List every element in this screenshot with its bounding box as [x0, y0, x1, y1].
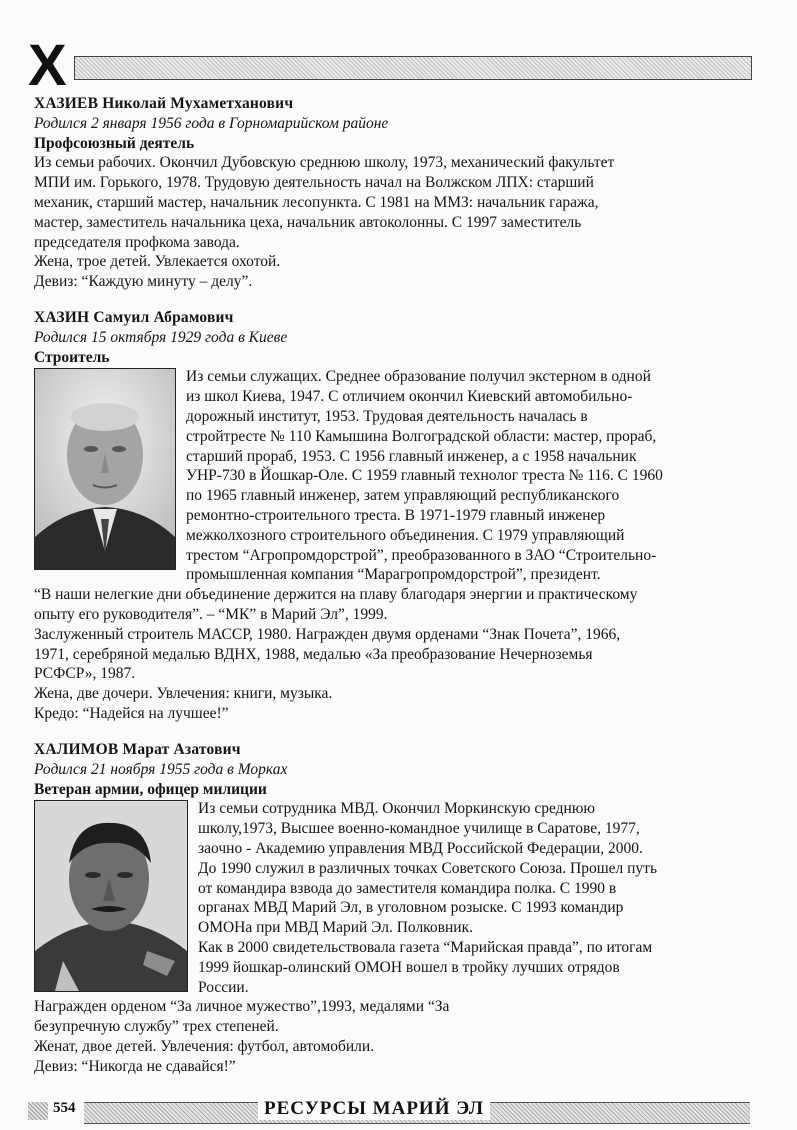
- header-hatch-band: [74, 56, 752, 80]
- bio-line: 1999 йошкар-олинский ОМОН вошел в тройку лучших отрядов: [198, 958, 620, 976]
- entry-haziev: [34, 94, 750, 292]
- bio-line: Девиз: “Каждую минуту – делу”.: [34, 273, 253, 291]
- bio-line: Из семьи сотрудника МВД. Окончил Моркинскую среднюю: [198, 800, 596, 818]
- bio-line: механик, старший мастер, начальник лесопункта. С 1981 на ММЗ: начальник гаража,: [34, 193, 599, 211]
- portrait-photo: [34, 800, 188, 992]
- entry-role: Профсоюзный деятель: [34, 134, 195, 152]
- bio-line: “В наши нелегкие дни объединение держится на плаву благодаря энергии и практическому: [34, 586, 638, 604]
- entry-role: Строитель: [34, 348, 110, 366]
- bio-line: органах МВД Марий Эл, в уголовном розыске. С 1993 командир: [198, 899, 624, 917]
- bio-line: Из семьи рабочих. Окончил Дубовскую среднюю школу, 1973, механический факультет: [34, 154, 615, 172]
- bio-line: РСФСР», 1987.: [34, 665, 136, 683]
- entry-name: ХАЗИЕВ Николай Мухаметханович: [34, 95, 294, 112]
- footer-hatch-left: [28, 1102, 48, 1120]
- bio-line: УНР-730 в Йошкар-Оле. С 1959 главный технолог треста № 116. С 1960: [186, 467, 663, 485]
- bio-line: Награжден орденом “За личное мужество”,1993, медалями “За: [34, 998, 450, 1016]
- bio-line: ОМОНа при МВД Марий Эл. Полковник.: [198, 919, 473, 937]
- bio-line: опыту его руководителя”. – “МК” в Марий Эл”, 1999.: [34, 605, 388, 623]
- bio-line: школу,1973, Высшее военно-командное училище в Саратове, 1977,: [198, 820, 640, 838]
- bio-line: Жена, две дочери. Увлечения: книги, музыка.: [34, 685, 333, 703]
- bio-line: России.: [198, 978, 249, 996]
- entry-hazin: [34, 308, 750, 724]
- entry-name: ХАЗИН Самуил Абрамович: [34, 309, 234, 326]
- page-number: 554: [50, 1100, 79, 1117]
- bio-line: Женат, двое детей. Увлечения: футбол, автомобили.: [34, 1037, 375, 1055]
- bio-line: заочно - Академию управления МВД Российской Федерации, 2000.: [198, 839, 643, 857]
- portrait-halimov-image: [35, 801, 187, 991]
- bio-line: Девиз: “Никогда не сдавайся!”: [34, 1057, 236, 1075]
- bio-line: До 1990 служил в различных точках Советского Союза. Прошел путь: [198, 859, 658, 877]
- bio-line: Заслуженный строитель МАССР, 1980. Награжден двумя орденами “Знак Почета”, 1966,: [34, 625, 621, 643]
- entry-birth: Родился 15 октября 1929 года в Киеве: [34, 328, 288, 346]
- entry-halimov: [34, 740, 750, 1077]
- bio-line: из школ Киева, 1947. С отличием окончил Киевский автомобильно-: [186, 388, 633, 406]
- running-title: РЕСУРСЫ МАРИЙ ЭЛ: [258, 1098, 490, 1120]
- section-letter: Х: [28, 33, 67, 98]
- portrait-photo: [34, 368, 176, 570]
- bio-line: межколхозного строительного объединения. С 1979 управляющий: [186, 526, 625, 544]
- entry-birth: Родился 2 января 1956 года в Горномарийском районе: [34, 114, 389, 132]
- entry-name: ХАЛИМОВ Марат Азатович: [34, 741, 241, 758]
- bio-line: ремонтно-строительного треста. В 1971-1979 главный инженер: [186, 506, 606, 524]
- page-footer: [28, 1098, 750, 1126]
- bio-line: Жена, трое детей. Увлекается охотой.: [34, 253, 281, 271]
- bio-line: МПИ им. Горького, 1978. Трудовую деятельность начал на Волжском ЛПХ: старший: [34, 174, 594, 192]
- bio-line: Из семьи служащих. Среднее образование получил экстерном в одной: [186, 368, 651, 386]
- bio-line: стройтресте № 110 Камышина Волгоградской области: мастер, прораб,: [186, 427, 657, 445]
- bio-line: старший прораб, 1953. С 1956 главный инженер, а с 1958 начальник: [186, 447, 637, 465]
- bio-line: Кредо: “Надейся на лучшее!”: [34, 704, 229, 722]
- portrait-hazin-image: [35, 369, 175, 569]
- entry-birth: Родился 21 ноября 1955 года в Морках: [34, 760, 288, 778]
- bio-line: Как в 2000 свидетельствовала газета “Марийская правда”, по итогам: [198, 938, 653, 956]
- bio-line: дорожный институт, 1953. Трудовая деятельность началась в: [186, 407, 588, 425]
- bio-line: по 1965 главный инженер, затем управляющий республиканского: [186, 487, 620, 505]
- bio-line: 1971, серебряной медалью ВДНХ, 1988, медалью «За преобразование Нечерноземья: [34, 645, 593, 663]
- section-letter-bar: [28, 33, 750, 98]
- bio-line: председателя профкома завода.: [34, 233, 240, 251]
- bio-line: безупречную службу” трех степеней.: [34, 1018, 279, 1036]
- bio-line: промышленная компания “Марагропромдорстрой”, президент.: [186, 566, 601, 584]
- bio-line: от командира взвода до заместителя командира полка. С 1990 в: [198, 879, 617, 897]
- entry-role: Ветеран армии, офицер милиции: [34, 780, 267, 798]
- bio-line: мастер, заместитель начальника цеха, начальник автоколонны. С 1997 заместитель: [34, 213, 582, 231]
- bio-line: трестом “Агропромдорстрой”, преобразованного в ЗАО “Строительно-: [186, 546, 657, 564]
